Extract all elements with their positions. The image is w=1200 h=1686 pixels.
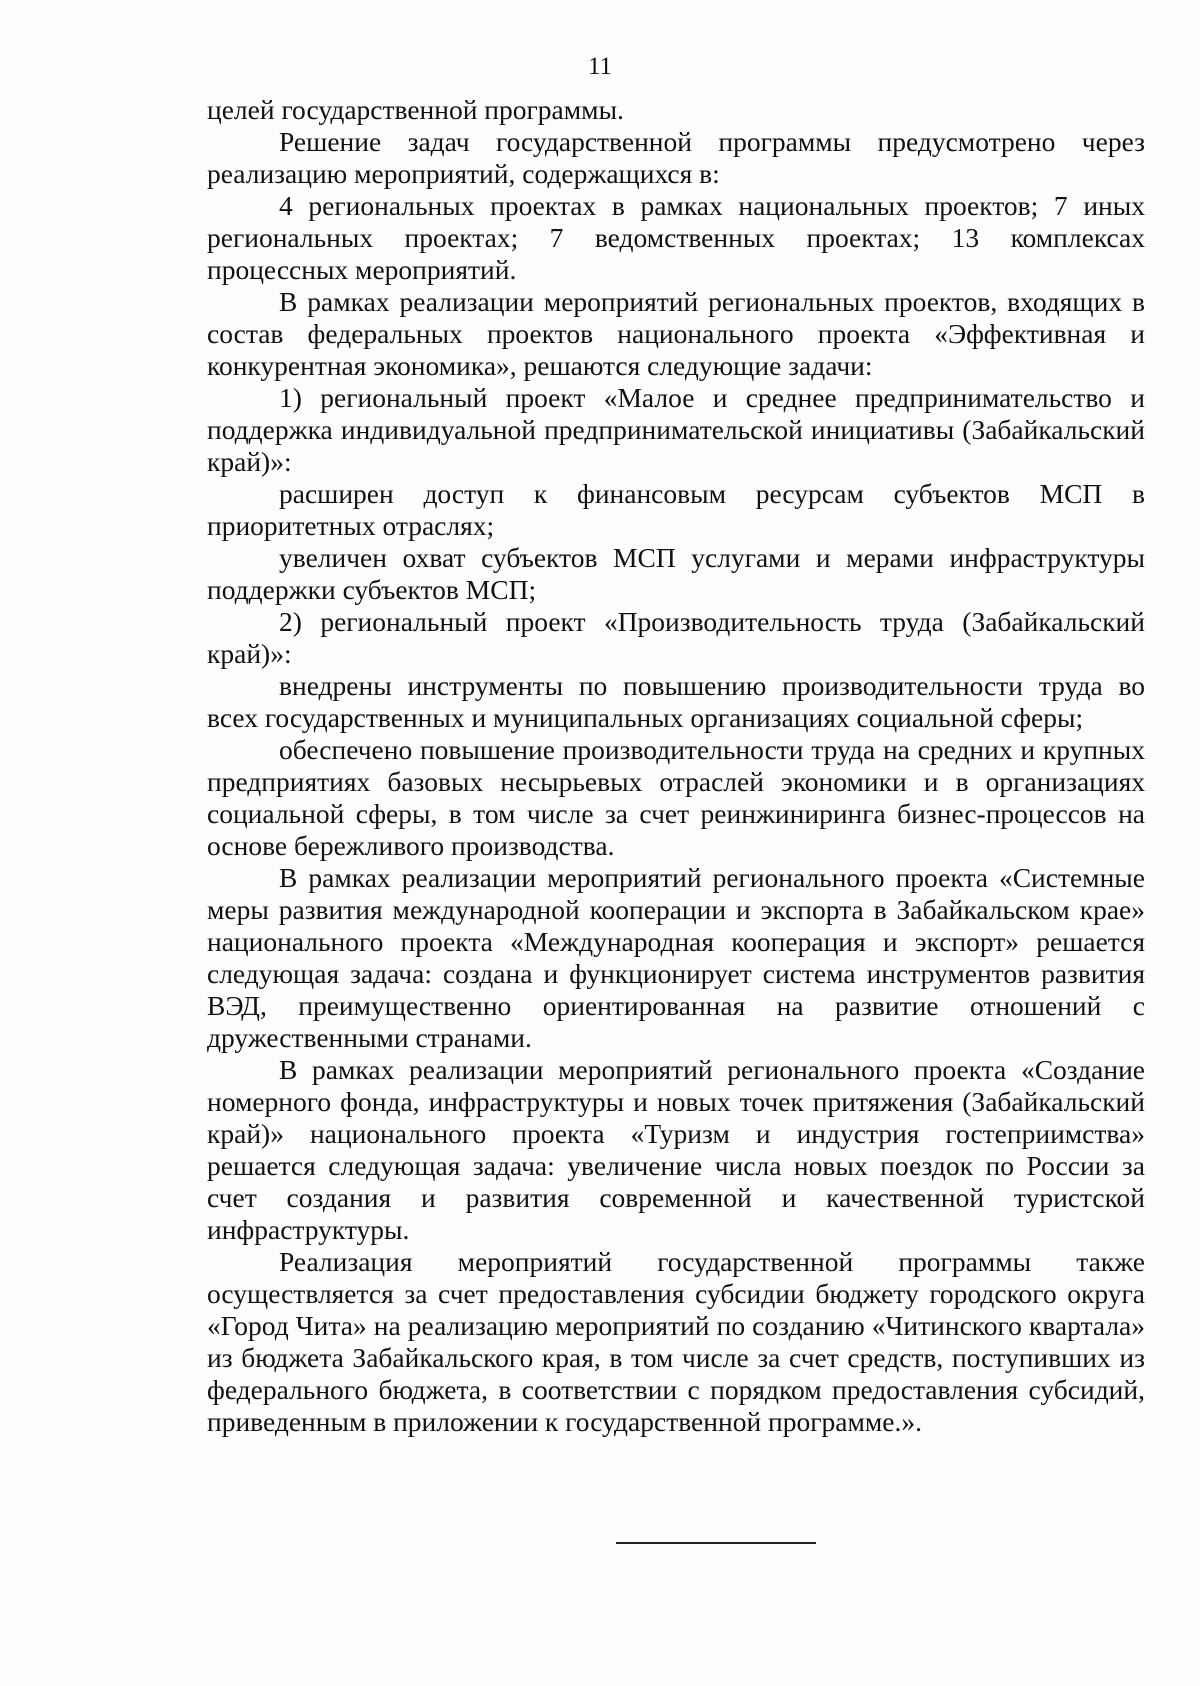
paragraph-continuation: целей государственной программы. [207, 94, 624, 125]
paragraph-productivity-project: 2) региональный проект «Производительность труда (Забайкальский край)»: [207, 606, 1145, 669]
paragraph-chita-subsidy: Реализация мероприятий государственной программы также осуществляется за счет предоставления субсидии бюджету городского округа «Город Чита» на реализацию мероприятий по созданию «Читинского квартала» из бюджета Забайкальского края, в том числе за счет средств, поступивших из федерального бюджета, в соответствии с порядком предоставления субсидий, приведенным в приложении к государственной программе.». [207, 1246, 1145, 1437]
paragraph-project-counts: 4 региональных проектах в рамках национальных проектов; 7 иных региональных проектах; 7 ведомственных проектах; 13 комплексах процессных мероприятий. [207, 190, 1145, 285]
page-number: 11 [587, 53, 613, 80]
paragraph-export-project: В рамках реализации мероприятий регионального проекта «Системные меры развития международной кооперации и экспорта в Забайкальском крае» национального проекта «Международная кооперация и экспорт» решается следующая задача: создана и функционирует система инструментов развития ВЭД, преимущественно ориентированная на развитие отношений с дружественными странами. [207, 862, 1145, 1053]
paragraph-productivity-tools: внедрены инструменты по повышению производительности труда во всех государственных и муниципальных организациях социальной сферы; [207, 670, 1145, 733]
document-body [207, 94, 1145, 1438]
paragraph-tourism-project: В рамках реализации мероприятий регионального проекта «Создание номерного фонда, инфраструктуры и новых точек притяжения (Забайкальский край)» национального проекта «Туризм и индустрия гостеприимства» решается следующая задача: увеличение числа новых поездок по России за счет создания и развития современной и качественной туристской инфраструктуры. [207, 1054, 1145, 1245]
paragraph-sme-finance-access: расширен доступ к финансовым ресурсам субъектов МСП в приоритетных отраслях; [207, 478, 1145, 541]
paragraph-productivity-increase: обеспечено повышение производительности труда на средних и крупных предприятиях базовых несырьевых отраслей экономики и в организациях социальной сферы, в том числе за счет реинжиниринга бизнес-процессов на основе бережливого производства. [207, 734, 1145, 861]
paragraph-tasks-solution: Решение задач государственной программы предусмотрено через реализацию мероприятий, содержащихся в: [207, 126, 1145, 189]
paragraph-effective-economy: В рамках реализации мероприятий региональных проектов, входящих в состав федеральных проектов национального проекта «Эффективная и конкурентная экономика», решаются следующие задачи: [207, 286, 1145, 381]
closing-rule [616, 1542, 816, 1544]
paragraph-sme-coverage: увеличен охват субъектов МСП услугами и мерами инфраструктуры поддержки субъектов МСП; [207, 542, 1145, 605]
paragraph-sme-project: 1) региональный проект «Малое и среднее предпринимательство и поддержка индивидуальной предпринимательской инициативы (Забайкальский край)»: [207, 382, 1145, 477]
